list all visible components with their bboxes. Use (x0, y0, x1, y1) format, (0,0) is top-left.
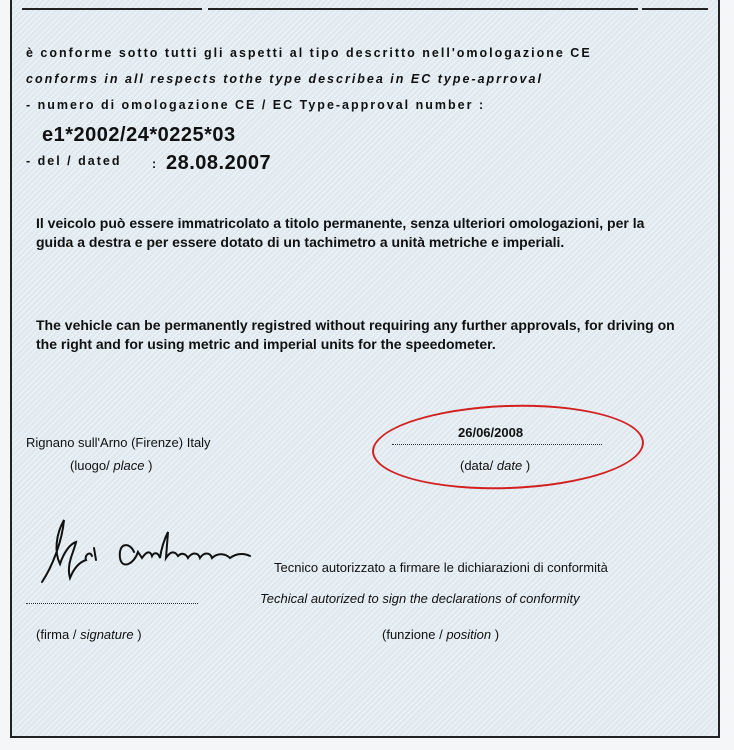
date-label-en: date (496, 458, 523, 473)
position-text-en: Techical autorized to sign the declarations of conformity (260, 591, 580, 606)
date-value: 26/06/2008 (458, 425, 524, 440)
position-label-close: ) (494, 627, 500, 642)
approval-date: 28.08.2007 (166, 152, 272, 174)
top-rule (208, 8, 638, 10)
position-label-en: position (446, 627, 492, 642)
place-value: Rignano sull'Arno (Firenze) Italy (26, 435, 211, 450)
handwritten-signature (34, 512, 264, 592)
certificate-sheet (10, 0, 720, 738)
conformity-statement-en: conforms in all respects tothe type describea in EC type-aprroval (26, 72, 543, 86)
signature-label-it: (firma / (36, 627, 77, 642)
place-label (70, 458, 152, 473)
position-label-it: (funzione / (382, 627, 443, 642)
approval-number: e1*2002/24*0225*03 (42, 124, 236, 146)
approval-number-label: - numero di omologazione CE / EC Type-approval number : (26, 98, 486, 112)
top-rule (22, 8, 202, 10)
date-label-it: (data/ (460, 458, 494, 473)
dated-label: - del / dated (26, 154, 122, 168)
place-label-en: place (113, 458, 145, 473)
top-rule (642, 8, 708, 10)
signature-label (36, 627, 142, 642)
place-label-close: ) (148, 458, 153, 473)
note-english: The vehicle can be permanently registred without requiring any further approvals, for driving on the right and for using metric and imperial units for the speedometer. (36, 317, 675, 352)
date-label-close: ) (525, 458, 531, 473)
signature-dotted-line (26, 603, 198, 604)
date-highlight-ellipse (371, 400, 646, 493)
position-label (382, 627, 499, 642)
signature-label-close: ) (137, 627, 142, 642)
position-text-it: Tecnico autorizzato a firmare le dichiarazioni di conformità (274, 560, 608, 575)
place-label-it: (luogo/ (70, 458, 110, 473)
dated-colon: : (152, 157, 159, 171)
note-italian: Il veicolo può essere immatricolato a titolo permanente, senza ulteriori omologazioni, per la guida a destra e per essere dotato di un tachimetro a unità metriche e imperiali. (36, 215, 645, 250)
conformity-statement-it: è conforme sotto tutti gli aspetti al tipo descritto nell'omologazione CE (26, 46, 592, 60)
signature-label-en: signature (80, 627, 134, 642)
